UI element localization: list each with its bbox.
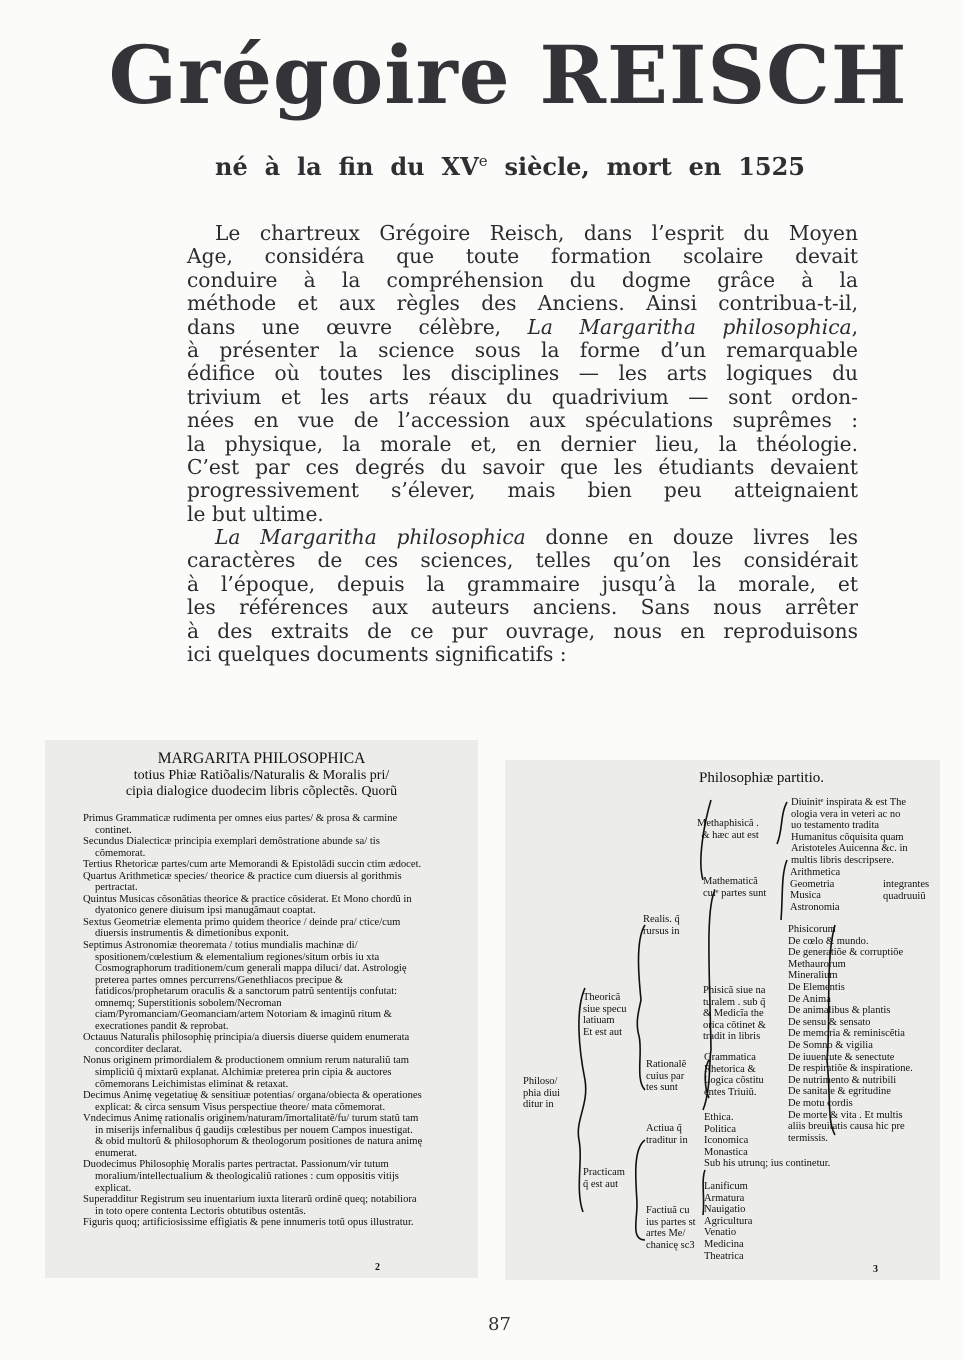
node-line: De cœlo & mundo.: [788, 935, 869, 947]
contents-item: Primus Grammaticæ rudimenta per omnes eius partes/ & prosa & carmine continet.: [83, 813, 398, 836]
node-mathematica: [703, 876, 766, 899]
node-line: Aristoteles Auicenna &c. in: [791, 843, 908, 855]
node-line: Astronomia: [790, 901, 840, 913]
node-line: phia diui: [523, 1087, 561, 1099]
body-line: Le chartreux Grégoire Reisch, dans l’esprit du Moyen: [215, 221, 858, 245]
node-line: De Anima: [788, 993, 831, 1005]
node-factiua: [646, 1205, 696, 1251]
body-text: [187, 222, 858, 666]
figure-philosophy-tree-scan: [505, 760, 940, 1280]
node-actiua: [646, 1123, 688, 1146]
page-subtitle: [215, 152, 805, 181]
body-line: édifice où toutes les disciplines — les arts logiques du: [187, 361, 858, 386]
node-line: Arithmetica: [790, 867, 841, 878]
node-realis: [643, 914, 680, 937]
node-line: Venatio: [704, 1227, 737, 1239]
body-line: C’est par ces degrés du savoir que les étudiants devaient: [187, 454, 858, 479]
contents-item: Secundus Dialecticæ principia exemplari demõstratione abunde sa/ tis cõmemorat.: [83, 836, 380, 859]
node-line: Methaurorum: [788, 958, 846, 970]
node-line: chanicę sc3: [646, 1239, 695, 1251]
body-line: à présenter la science sous la forme d’un remarquable: [187, 337, 858, 362]
figure-left-title: MARGARITA PHILOSOPHICA: [157, 750, 366, 767]
contents-item: Decimus Animę vegetatiuę & sensitiuæ potentias/ organa/obiecta & operationes explicat: & circa sensum Visus perspectiue theore/ mata cõmemorat.: [83, 1090, 422, 1113]
node-line: De motu cordis: [788, 1097, 853, 1109]
subtitle-text: né à la fin du XV: [215, 152, 479, 181]
body-line: progressivement s’élever, mais bien peu atteignaient: [187, 478, 858, 503]
node-line: Geometria: [790, 878, 835, 890]
node-line: Phisicã siue na: [703, 985, 766, 996]
node-line: Theatrica: [704, 1250, 744, 1262]
node-line: De generatiõe & corruptiõe: [788, 947, 904, 959]
node-line: orica cõtinet &: [703, 1019, 766, 1031]
node-rationalis: [646, 1059, 686, 1094]
node-line: De iuuentute & senectute: [788, 1051, 895, 1063]
signature-mark: 2: [375, 1262, 380, 1273]
body-line: la physique, la morale et, en dernier lieu, la théologie.: [187, 431, 858, 456]
node-line: Agricultura: [704, 1215, 753, 1227]
node-practica: [583, 1167, 625, 1190]
body-line: Age, considéra que toute formation scolaire devait: [187, 244, 858, 269]
node-line: De Somno & vigilia: [788, 1039, 873, 1051]
figure-title-page-scan: [45, 740, 478, 1278]
body-line: conduire à la compréhension du dogme grâce à la: [187, 267, 858, 292]
node-rationalis-parts: [704, 1052, 764, 1098]
node-line: siue specu: [583, 1003, 627, 1015]
body-line: le but ultime.: [187, 501, 324, 526]
body-line: ici quelques documents significatifs :: [187, 642, 567, 667]
tree-root: [523, 1076, 560, 1111]
node-line: Diuinitᵉ inspirata & est The: [791, 797, 907, 808]
node-phisica-parts: [788, 924, 913, 1144]
node-line: Practicam: [583, 1167, 625, 1178]
node-line: Actiua q̃: [646, 1123, 682, 1134]
node-line: ologia vera in veteri ac no: [791, 808, 901, 820]
node-line: uo testamento tradita: [791, 820, 880, 832]
node-line: Iconomica: [704, 1135, 749, 1147]
contents-item: Sextus Geometriæ elementa primo quidem theorice / deinde pra/ ctice/cum diuersis instrumentis & dimetionibus exponit.: [83, 916, 401, 940]
node-actiua-parts: [704, 1112, 748, 1158]
node-theorica: [583, 992, 626, 1038]
node-line: integrantes: [883, 879, 930, 890]
node-line: De respiratiõe & inspiratione.: [788, 1063, 913, 1075]
node-line: De sanitate & egritudine: [788, 1086, 891, 1098]
contents-item: Septimus Astronomiæ theoremata / totius mundialis machinæ di/ spositionem/cœlestium & elementalium regiones/situm orbis iu xta Cosmographorum traditionem/cum generali mappa diluci/ dat. Astrologię preterea partes omnes percurrens/Genethliacos precipue & fatidicos/prophetarum oraculis & a sanctorum patrũ sententijs confutat: omnemq; Superstitionis sobolem/Necroman ciam/Pyromanciam/Geomanciam/artem Notoriam & imaginũ ritum & execrationes pandit & reprobat.: [83, 940, 407, 1032]
figure-left-subtitle-2: cipia dialogice duodecim libris cõplectẽs. Quorũ: [125, 784, 398, 799]
node-line: cuiᵉ partes sunt: [703, 887, 767, 899]
node-line: Theoricã: [583, 992, 621, 1003]
contents-item: Nonus originem primordialem & productionem omnium rerum naturaliũ tam simpliciũ q̃ mixtarũ explanat. Alchimiæ preterea prin cipia & auctores cõmemorans Leichimistas eliminat & retaxat.: [83, 1055, 409, 1090]
body-line: à l’époque, depuis la grammaire jusqu’à la morale, et: [187, 571, 858, 596]
node-line: Methaphisicã .: [697, 818, 759, 829]
figure-right-title: Philosophiæ partitio.: [699, 770, 825, 786]
node-line: Rationalẽ: [646, 1059, 687, 1070]
node-line: Humanitus cõquisita quam: [791, 831, 904, 843]
figure-left-contents: [83, 813, 423, 1229]
body-line: à des extraits de ce pur ouvrage, nous en reproduisons: [187, 618, 858, 643]
node-line: De sensu & sensato: [788, 1016, 871, 1028]
body-line: dans une œuvre célèbre, La Margaritha philosophica,: [187, 314, 858, 339]
node-line: Lanificum: [704, 1181, 748, 1192]
node-line: turalem . sub q̃: [703, 996, 766, 1008]
node-line: De nutrimento & nutribili: [788, 1074, 897, 1086]
node-line: q̃ est aut: [583, 1178, 618, 1190]
node-mathematica-parts: [790, 867, 840, 913]
node-line: Grammatica: [704, 1052, 756, 1063]
node-line: Ethica.: [704, 1112, 734, 1123]
node-line: & hæc aut est: [701, 829, 759, 841]
node-line: De animalibus & plantis: [788, 1005, 891, 1017]
contents-item: Superadditur Registrum seu inuentarium iuxta literarũ ordinẽ queq; notabiliora in toto opere contenta Lectoris obtutibus ostentãs.: [83, 1194, 417, 1217]
node-line: Politica: [704, 1123, 737, 1135]
node-line: latiuam: [583, 1015, 615, 1027]
contents-item: Figuris quoq; artificiosissime effigiatis & pene innumeris totũ opus illustratur.: [83, 1217, 414, 1229]
node-line: De morte & vita . Et multis: [788, 1109, 903, 1121]
node-line: De memoria & reminiscẽtia: [788, 1028, 905, 1040]
node-line: tes sunt: [646, 1082, 678, 1094]
node-line: ditur in: [523, 1099, 554, 1111]
page-title: Grégoire REISCH: [108, 28, 908, 122]
node-metaphisica-parts: [791, 797, 908, 867]
contents-item: Octauus Naturalis philosophię principia/a diuersis diuerse quidem enumerata concorditer declarat.: [83, 1032, 410, 1055]
subtitle-superscript: e: [478, 152, 488, 170]
contents-item: Tertius Rhetoricæ partes/cum arte Memorandi & Epistolãdi succin ctim ædocet.: [83, 859, 422, 871]
node-line: Armatura: [704, 1192, 745, 1204]
node-line: Medicina: [704, 1238, 744, 1250]
node-line: De Elementis: [788, 981, 845, 993]
node-line: entes Triuiũ.: [704, 1086, 757, 1098]
node-line: quadruuiũ: [883, 890, 926, 902]
node-line: termissis.: [788, 1132, 828, 1144]
page-number: 87: [488, 1314, 511, 1335]
contents-item: Quartus Arithmeticæ species/ theorice & practice cum diuersis al gorithmis pertractat.: [83, 870, 402, 894]
node-line: & Medicĩa the: [703, 1008, 764, 1020]
node-line: Nauigatio: [704, 1204, 746, 1216]
node-phisica: [703, 985, 766, 1043]
node-line: traditur in: [646, 1134, 688, 1146]
node-line: rursus in: [643, 925, 680, 937]
body-line: caractères de ces sciences, telles qu’on les considérait: [187, 548, 858, 573]
node-quadrivium-label: [883, 879, 929, 902]
node-line: Musica: [790, 890, 821, 902]
body-line: trivium et les arts réaux du quadrivium — sont ordon-: [187, 384, 858, 409]
signature-mark: 3: [873, 1264, 878, 1275]
node-line: Mathematicã: [703, 876, 758, 887]
node-line: Monastica: [704, 1146, 748, 1158]
node-line: Et est aut: [583, 1026, 623, 1038]
node-line: aliis breuitatis causa hic pre: [788, 1121, 905, 1133]
node-line: Rhetorica &: [704, 1063, 756, 1075]
node-line: Logica cõstitu: [704, 1075, 764, 1087]
node-line: Mineralium: [788, 970, 838, 982]
node-factiua-parts: [704, 1181, 752, 1262]
node-line: ius partes st: [646, 1216, 696, 1228]
node-line: artes Me/: [646, 1228, 686, 1240]
figure-left-subtitle-1: totius Phiæ Ratiõalis/Naturalis & Moralis pri/: [133, 768, 390, 783]
body-line: méthode et aux règles des Anciens. Ainsi contribua-t-il,: [187, 291, 858, 316]
body-line: nées en vue de l’accession aux spéculations suprêmes :: [187, 408, 858, 433]
body-line: les références aux auteurs anciens. Sans nous arrêter: [187, 595, 858, 620]
node-line: Phisicorum: [788, 924, 836, 935]
node-metaphisica: [697, 818, 759, 841]
subtitle-text-end: siècle, mort en 1525: [487, 152, 806, 181]
body-line: La Margaritha philosophica donne en douze livres les: [215, 525, 859, 550]
contents-item: Vndecimus Animę rationalis originem/naturam/ĩmortalitatẽ/fu/ turum statũ tam in miserijs infernalibus q̃ gaudijs cœlestibus per nouem Campos inuestigat. & obid multorũ & philosophorum & theologorum positiones de natura animę enumerat.: [83, 1113, 423, 1159]
node-line: Realis. q̃: [643, 914, 680, 925]
node-line: cuius par: [646, 1070, 685, 1082]
node-line: multis libris descripsere.: [791, 854, 894, 866]
node-line: tradit in libris: [703, 1031, 761, 1043]
contents-item: Quintus Musicas cõsonãtias theorice & practice cõsiderat. Et Mono chordũ in dyatonico genere diuisum ipsi manugãmaut coaptat.: [83, 893, 412, 917]
node-line: Factiuã cu: [646, 1205, 690, 1216]
node-actiua-note: Sub his utrunq; ius continetur.: [704, 1158, 831, 1169]
node-line: Philoso/: [523, 1076, 558, 1087]
contents-item: Duodecimus Philosophię Moralis partes pertractat. Passionum/vir tutum moralium/intellectualium & theologicaliũ rationes : cum oppositis vitijs explicat.: [83, 1159, 399, 1194]
